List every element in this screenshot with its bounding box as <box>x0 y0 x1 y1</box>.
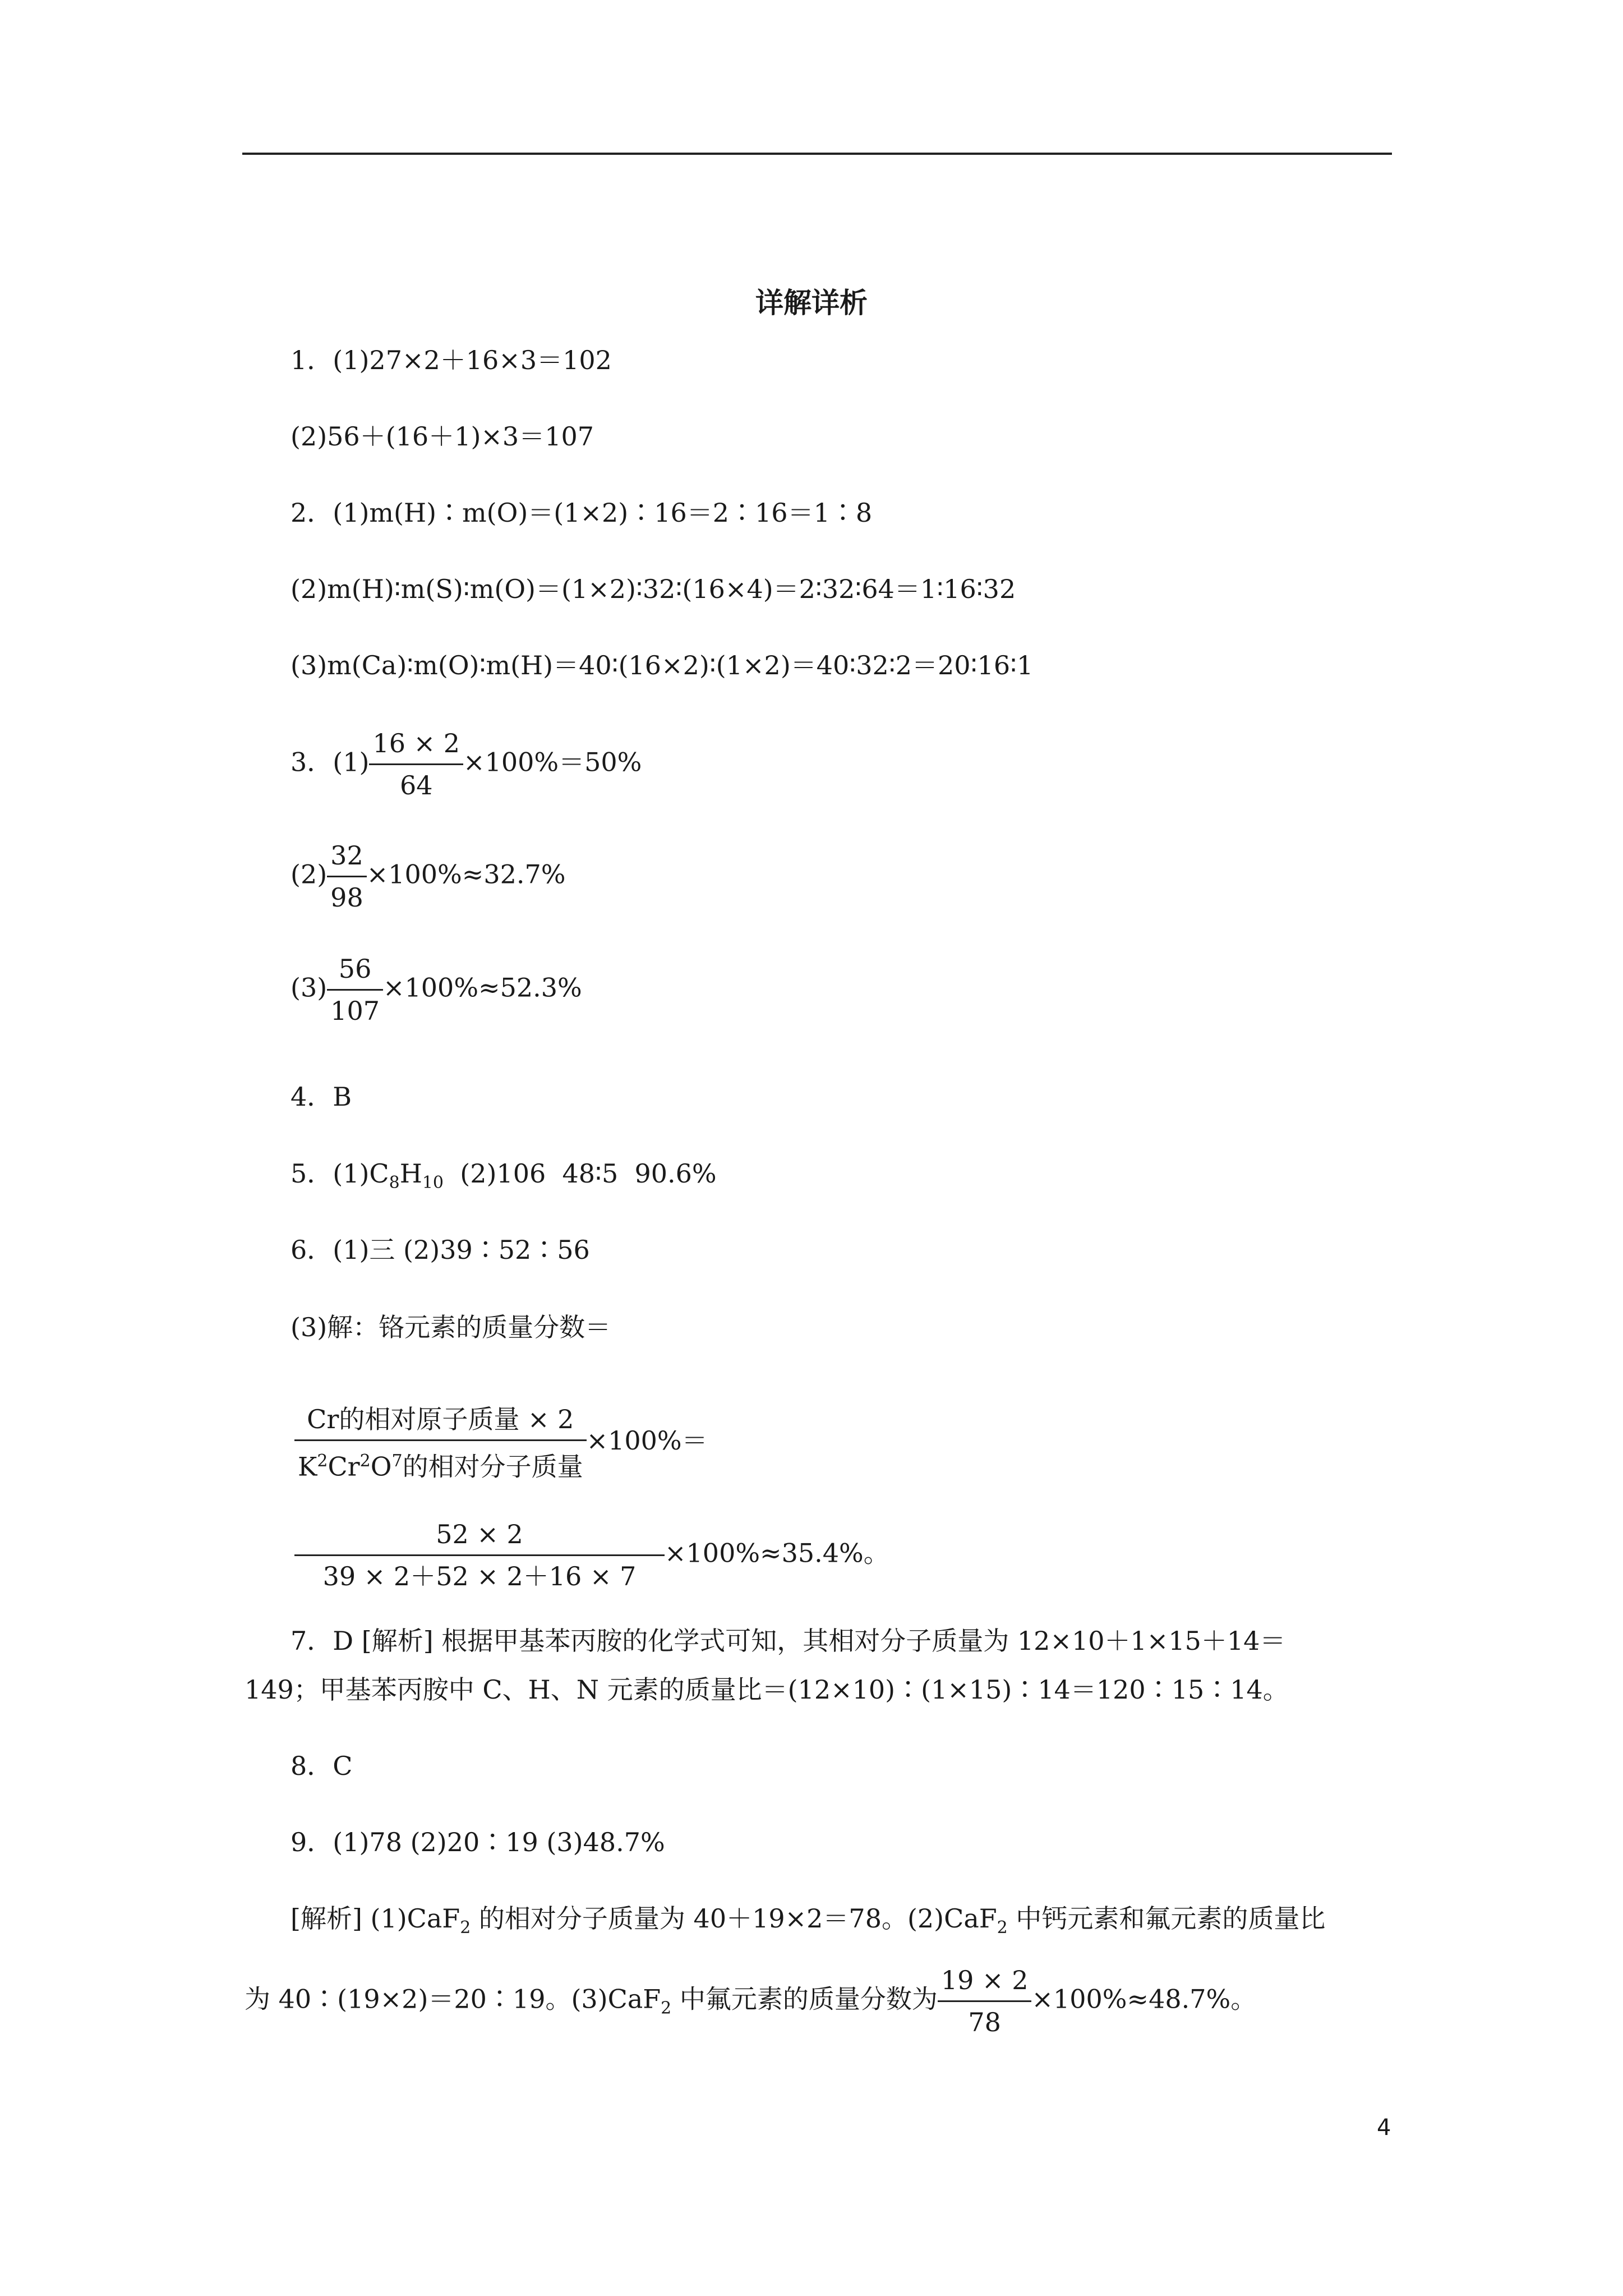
q9-c1: 为 40∶(19×2)＝20∶19。(3)CaF <box>245 1984 661 2014</box>
fraction <box>327 839 367 914</box>
fraction <box>294 1402 587 1483</box>
q3-2-suffix: ×100%≈32.7% <box>366 859 566 890</box>
denominator: 78 <box>968 2007 1001 2037</box>
superscript: 7 <box>391 1451 403 1471</box>
q9-line-2 <box>291 1902 1325 1945</box>
numerator: 19 × 2 <box>938 1963 1032 2002</box>
q5-line <box>291 1157 717 1200</box>
den-k: K <box>298 1451 317 1482</box>
denominator <box>294 1441 587 1483</box>
q5-h: H <box>399 1158 422 1189</box>
fraction <box>294 1517 665 1593</box>
denominator: 64 <box>399 770 433 800</box>
q5-prefix: 5．(1)C <box>291 1158 389 1189</box>
q8-line: 8．C <box>291 1751 353 1781</box>
numerator: 16 × 2 <box>369 726 463 765</box>
numerator: Cr的相对原子质量 × 2 <box>294 1402 587 1441</box>
q3-3-suffix: ×100%≈52.3% <box>382 972 582 1003</box>
q7-line-1: 7．D [解析] 根据甲基苯丙胺的化学式可知，其相对分子质量为 12×10＋1×15＋14＝ <box>291 1626 1286 1656</box>
q3-3-prefix: (3) <box>291 972 328 1003</box>
q6-line-2: (3)解：铬元素的质量分数＝ <box>291 1312 611 1342</box>
q6-line-1: 6．(1)三 (2)39∶52∶56 <box>291 1235 590 1265</box>
q9-line-3 <box>245 1963 1256 2039</box>
q2-line-2: (2)m(H)∶m(S)∶m(O)＝(1×2)∶32∶(16×4)＝2∶32∶64＝1∶16∶32 <box>291 574 1016 604</box>
q1-line-1: 1．(1)27×2＋16×3＝102 <box>291 345 612 375</box>
denominator: 98 <box>330 882 363 913</box>
q3-1-prefix: 3．(1) <box>291 747 370 777</box>
q6-f2-suffix: ×100%≈35.4%。 <box>665 1538 889 1568</box>
q9-b2: 的相对分子质量为 40＋19×2＝78。(2)CaF <box>471 1903 997 1934</box>
q3-line-2 <box>291 839 565 914</box>
q9-c2: 中氟元素的质量分数为 <box>671 1984 938 2014</box>
q1-line-2: (2)56＋(16＋1)×3＝107 <box>291 421 594 452</box>
fraction <box>938 1963 1032 2039</box>
fraction <box>369 726 463 802</box>
header-rule <box>242 153 1392 155</box>
numerator: 56 <box>327 952 383 991</box>
superscript: 2 <box>317 1451 328 1471</box>
q5-rest: (2)106 48∶5 90.6% <box>444 1158 717 1189</box>
q7-line-2: 149；甲基苯丙胺中 C、H、N 元素的质量比＝(12×10)∶(1×15)∶14＝120∶15∶14。 <box>245 1674 1289 1705</box>
subscript: 2 <box>460 1918 471 1938</box>
superscript: 2 <box>359 1451 371 1471</box>
q9-c-suffix: ×100%≈48.7%。 <box>1031 1984 1257 2014</box>
subscript: 2 <box>661 1998 672 2018</box>
q6-formula-2 <box>294 1517 889 1593</box>
q2-line-1: 2．(1)m(H)∶m(O)＝(1×2)∶16＝2∶16＝1∶8 <box>291 498 873 528</box>
q6-formula-1 <box>294 1402 708 1483</box>
q9-b3: 中钙元素和氟元素的质量比 <box>1007 1903 1326 1934</box>
subscript: 8 <box>389 1173 400 1193</box>
denominator: 107 <box>330 996 380 1026</box>
numerator: 52 × 2 <box>294 1517 665 1556</box>
subscript: 2 <box>997 1918 1008 1938</box>
q9-line-1: 9．(1)78 (2)20∶19 (3)48.7% <box>291 1827 665 1857</box>
page-number: 4 <box>1377 2115 1391 2141</box>
q6-f1-suffix: ×100%＝ <box>586 1425 708 1456</box>
numerator: 32 <box>327 839 367 877</box>
fraction <box>327 952 383 1028</box>
q4-line: 4．B <box>291 1082 352 1112</box>
den-cr: Cr <box>328 1451 360 1482</box>
den-o: O <box>370 1451 392 1482</box>
q9-b1: [解析] (1)CaF <box>291 1903 460 1934</box>
subscript: 10 <box>422 1173 444 1193</box>
q3-line-3 <box>291 952 582 1028</box>
denominator: 39 × 2＋52 × 2＋16 × 7 <box>322 1561 637 1591</box>
q3-line-1 <box>291 726 642 802</box>
q3-2-prefix: (2) <box>291 859 328 890</box>
den-rest: 的相对分子质量 <box>402 1451 583 1482</box>
q3-1-suffix: ×100%＝50% <box>463 747 642 777</box>
q2-line-3: (3)m(Ca)∶m(O)∶m(H)＝40∶(16×2)∶(1×2)＝40∶32∶2＝20∶16∶1 <box>291 650 1034 680</box>
page-title: 详解详析 <box>755 286 868 319</box>
